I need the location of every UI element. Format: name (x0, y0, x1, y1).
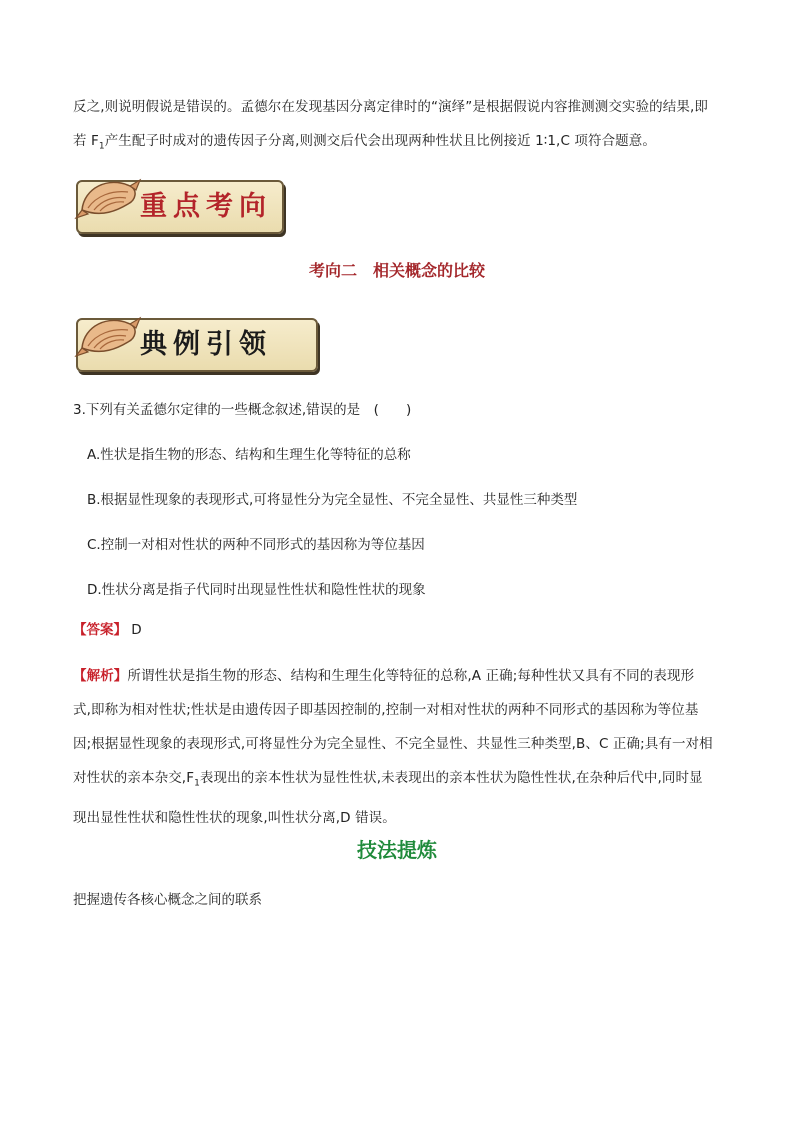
option-b: B.根据显性现象的表现形式,可将显性分为完全显性、不完全显性、共显性三种类型 (87, 492, 578, 508)
answer-line (73, 620, 142, 640)
analysis-line-4: 对性状的亲本杂交$,F_1$表现出的亲本性状为显性性状,未表现出的亲本性状为隐性性状,在杂种后代中,同时显 (73, 770, 703, 789)
analysis-paragraph (73, 659, 723, 835)
question-stem: 3.下列有关孟德尔定律的一些概念叙述,错误的是 ( ) (73, 402, 412, 418)
option-d: D.性状分离是指子代同时出现显性性状和隐性性状的现象 (87, 582, 426, 598)
conch-shell-icon (74, 166, 144, 236)
analysis-label: 【解析】 (73, 668, 128, 684)
banner-typical-example (76, 318, 318, 372)
analysis-line-5: 现出显性性状和隐性性状的现象,叫性状分离,D 错误。 (73, 809, 396, 826)
option-a: A.性状是指生物的形态、结构和生理生化等特征的总称 (87, 447, 411, 463)
banner-title: 典例引领 (140, 329, 272, 360)
analysis-line-2: 式,即称为相对性状;性状是由遗传因子即基因控制的,控制一对相对性状的两种不同形式的基因称为等位基 (73, 702, 699, 718)
skills-text: 把握遗传各核心概念之间的联系 (73, 892, 262, 908)
banner-key-direction (76, 180, 284, 234)
analysis-line-3: 因;根据显性现象的表现形式,可将显性分为完全显性、不完全显性、共显性三种类型,B、C 正确;具有一对相 (73, 736, 713, 752)
conch-shell-icon (74, 304, 144, 374)
banner-title: 重点考向 (140, 191, 272, 222)
intro-line-2: 若 $F_1$产生配子时成对的遗传因子分离,则测交后代会出现两种性状且比例接近 1∶1,C 项符合题意。 (73, 133, 656, 152)
intro-paragraph (73, 90, 723, 164)
section-title: 考向二 相关概念的比较 (308, 261, 485, 280)
option-c: C.控制一对相对性状的两种不同形式的基因称为等位基因 (87, 537, 425, 553)
answer-label: 【答案】 (73, 622, 127, 638)
skills-title: 技法提炼 (357, 838, 437, 862)
analysis-line-1: 所谓性状是指生物的形态、结构和生理生化等特征的总称,A 正确;每种性状又具有不同的表现形 (127, 668, 695, 684)
answer-value: D (131, 622, 142, 638)
intro-line-1: 反之,则说明假说是错误的。孟德尔在发现基因分离定律时的“演绎”是根据假说内容推测测交实验的结果,即 (73, 99, 708, 115)
